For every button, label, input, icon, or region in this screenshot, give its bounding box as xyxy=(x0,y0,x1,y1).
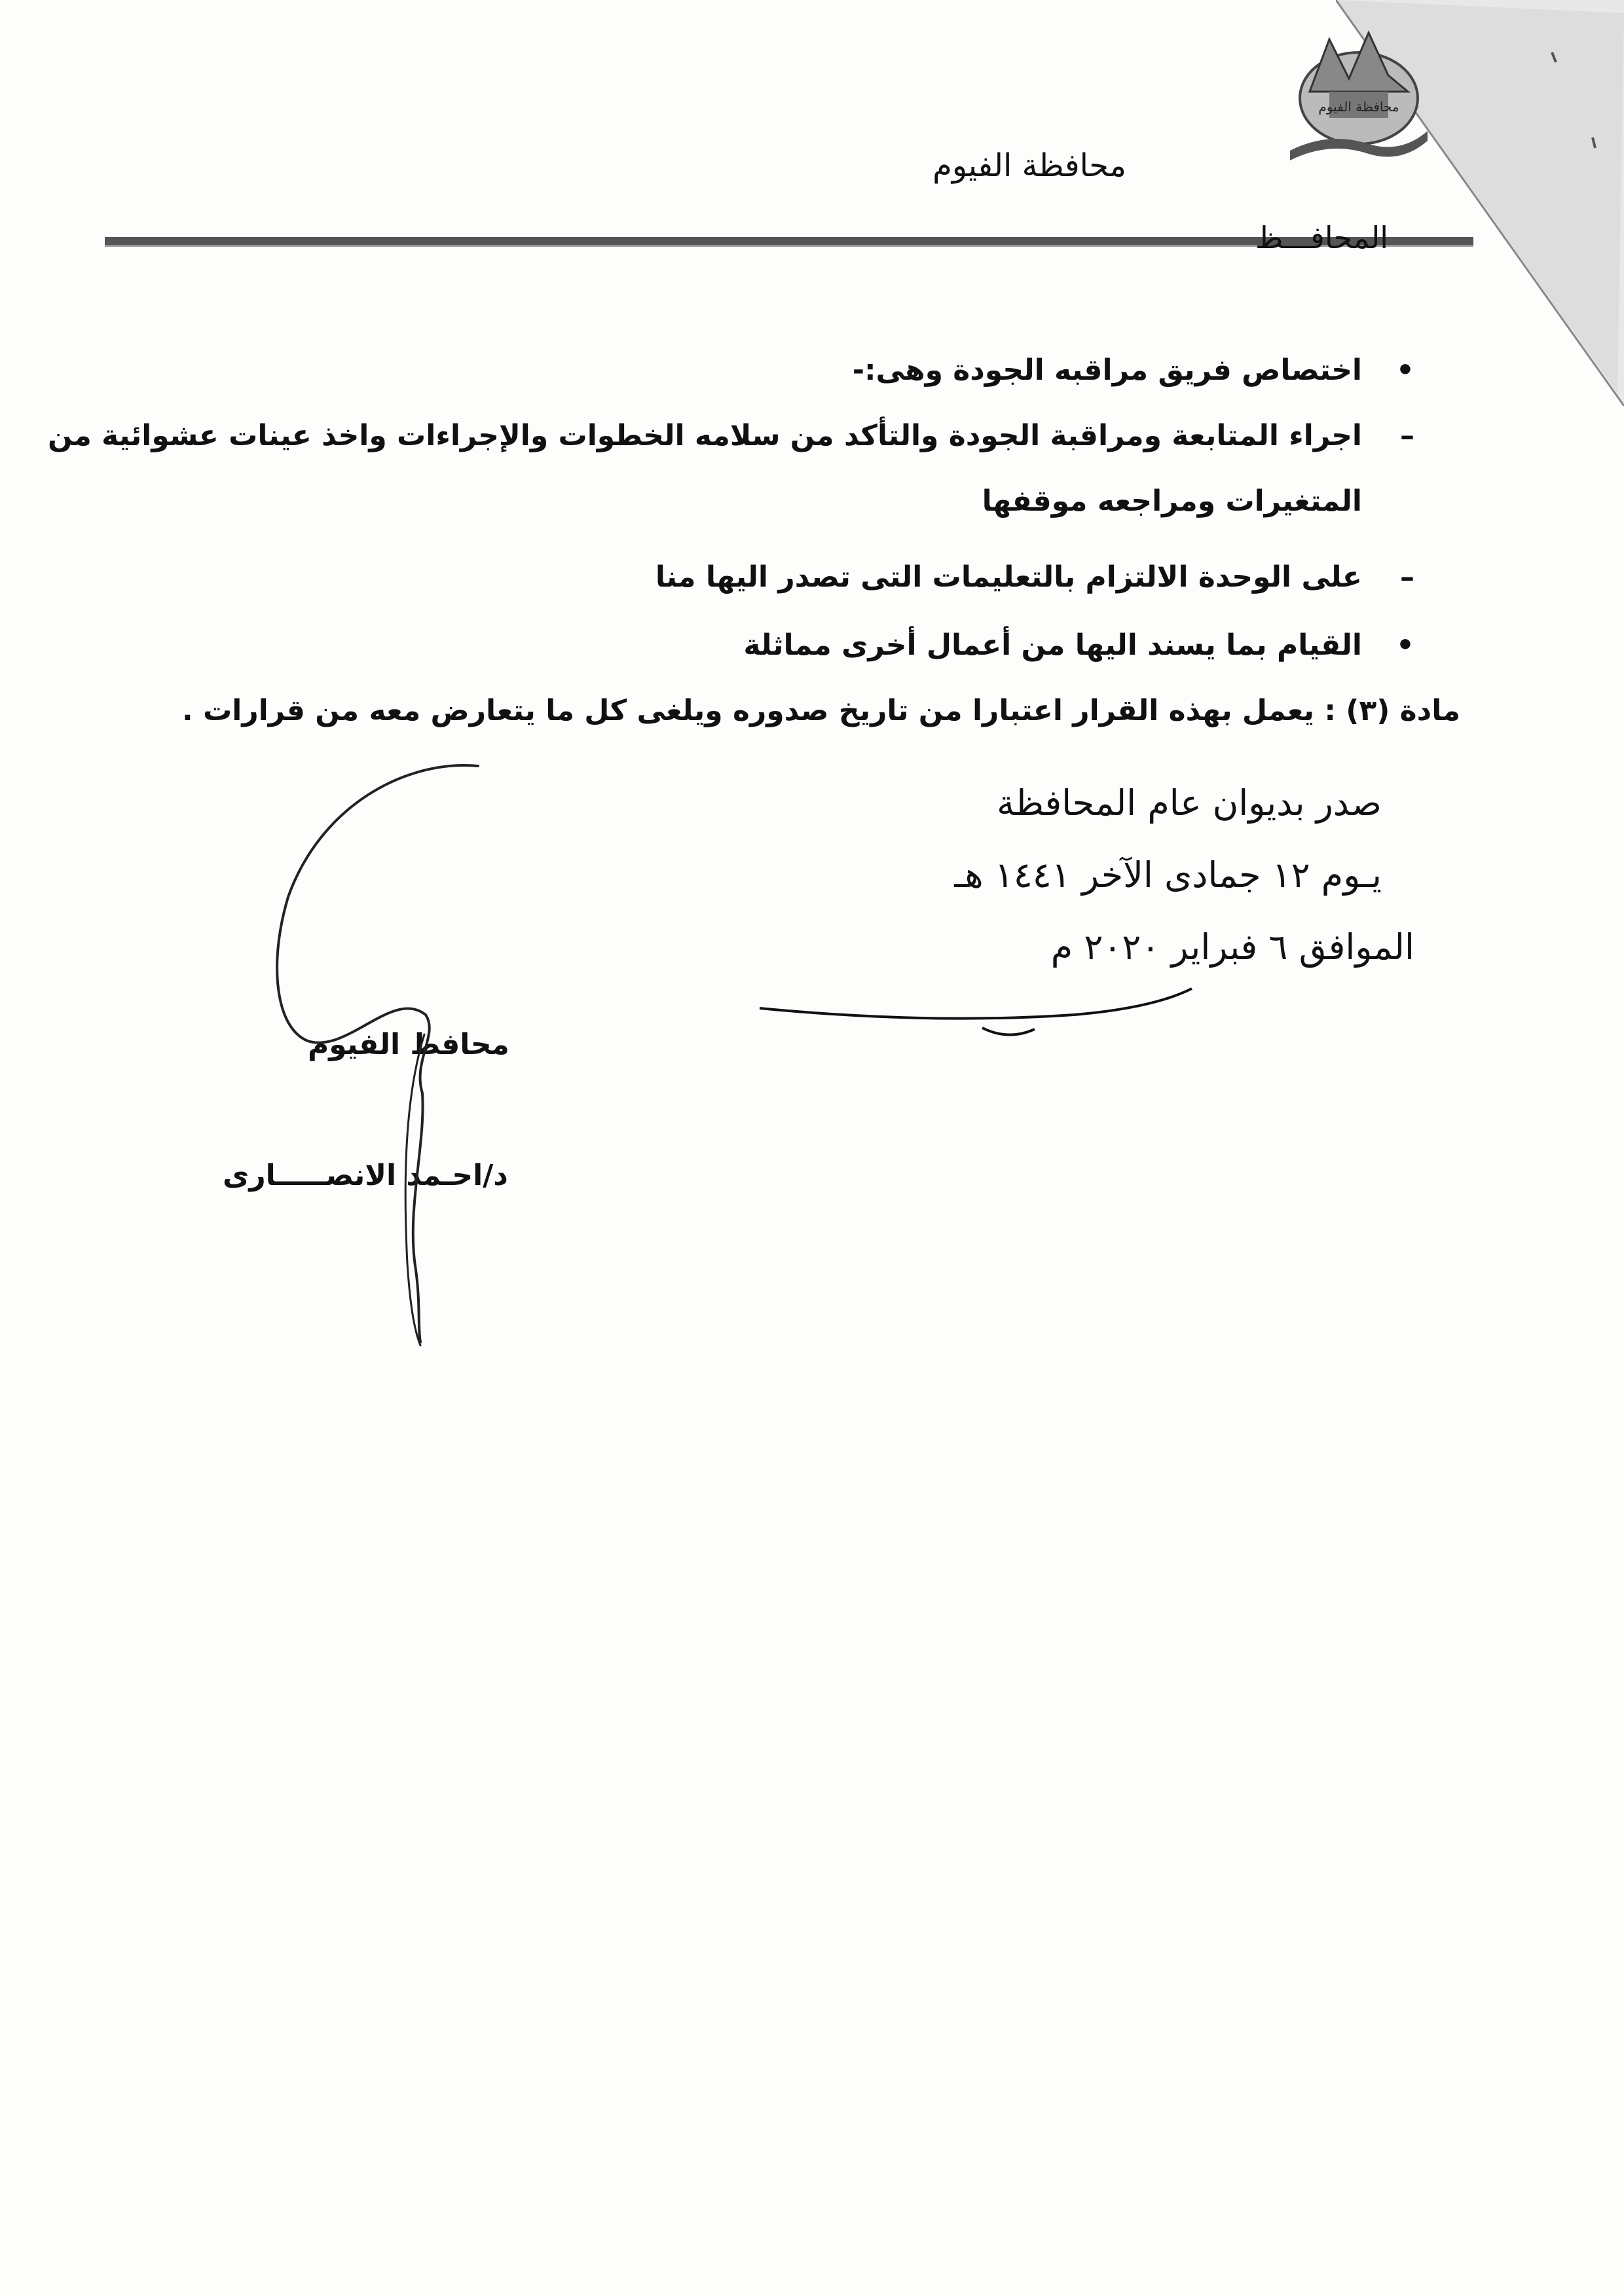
issued-at: صدر بديوان عام المحافظة xyxy=(997,782,1382,824)
list-item-continuation xyxy=(982,484,1362,518)
dash-marker: – xyxy=(1400,560,1414,594)
list-item xyxy=(47,419,1414,452)
handwritten-underline xyxy=(733,910,1257,1041)
list-item-text: اختصاص فريق مراقبه الجودة وهى:- xyxy=(852,354,1362,387)
signatory-title: محافظ الفيوم xyxy=(308,1028,509,1061)
bullet-marker: • xyxy=(1395,629,1414,662)
bullet-marker: • xyxy=(1395,354,1414,387)
office-title: المحافـــظ xyxy=(1255,220,1388,255)
handwritten-signature xyxy=(249,753,524,1355)
list-item-text: اجراء المتابعة ومراقبة الجودة والتأكد من سلامه الخطوات والإجراءات واخذ عينات عشوائية من xyxy=(47,419,1362,452)
date-gregorian: الموافق ٦ فبراير ٢٠٢٠ م xyxy=(1050,926,1414,968)
logo-caption: محافظة الفيوم xyxy=(1318,99,1399,115)
date-hijri: يـوم ١٢ جمادى الآخر ١٤٤١ هـ xyxy=(954,854,1382,896)
organization-name: محافظة الفيوم xyxy=(932,147,1126,184)
list-item-text: القيام بما يسند اليها من أعمال أخرى مماثلة xyxy=(743,629,1362,662)
governorate-logo xyxy=(1290,13,1428,170)
article-text: مادة (٣) : يعمل بهذه القرار اعتبارا من تاريخ صدوره ويلغى كل ما يتعارض معه من قرارات . xyxy=(182,694,1460,727)
list-item-text: المتغيرات ومراجعه موقفها xyxy=(982,484,1362,518)
list-item xyxy=(655,560,1414,594)
list-item xyxy=(743,629,1414,662)
dash-marker: – xyxy=(1400,419,1414,452)
signatory-name: د/احـمد الانصـــــارى xyxy=(223,1159,508,1192)
list-item-text: على الوحدة الالتزام بالتعليمات التى تصدر اليها منا xyxy=(655,560,1362,594)
list-item xyxy=(852,354,1414,387)
